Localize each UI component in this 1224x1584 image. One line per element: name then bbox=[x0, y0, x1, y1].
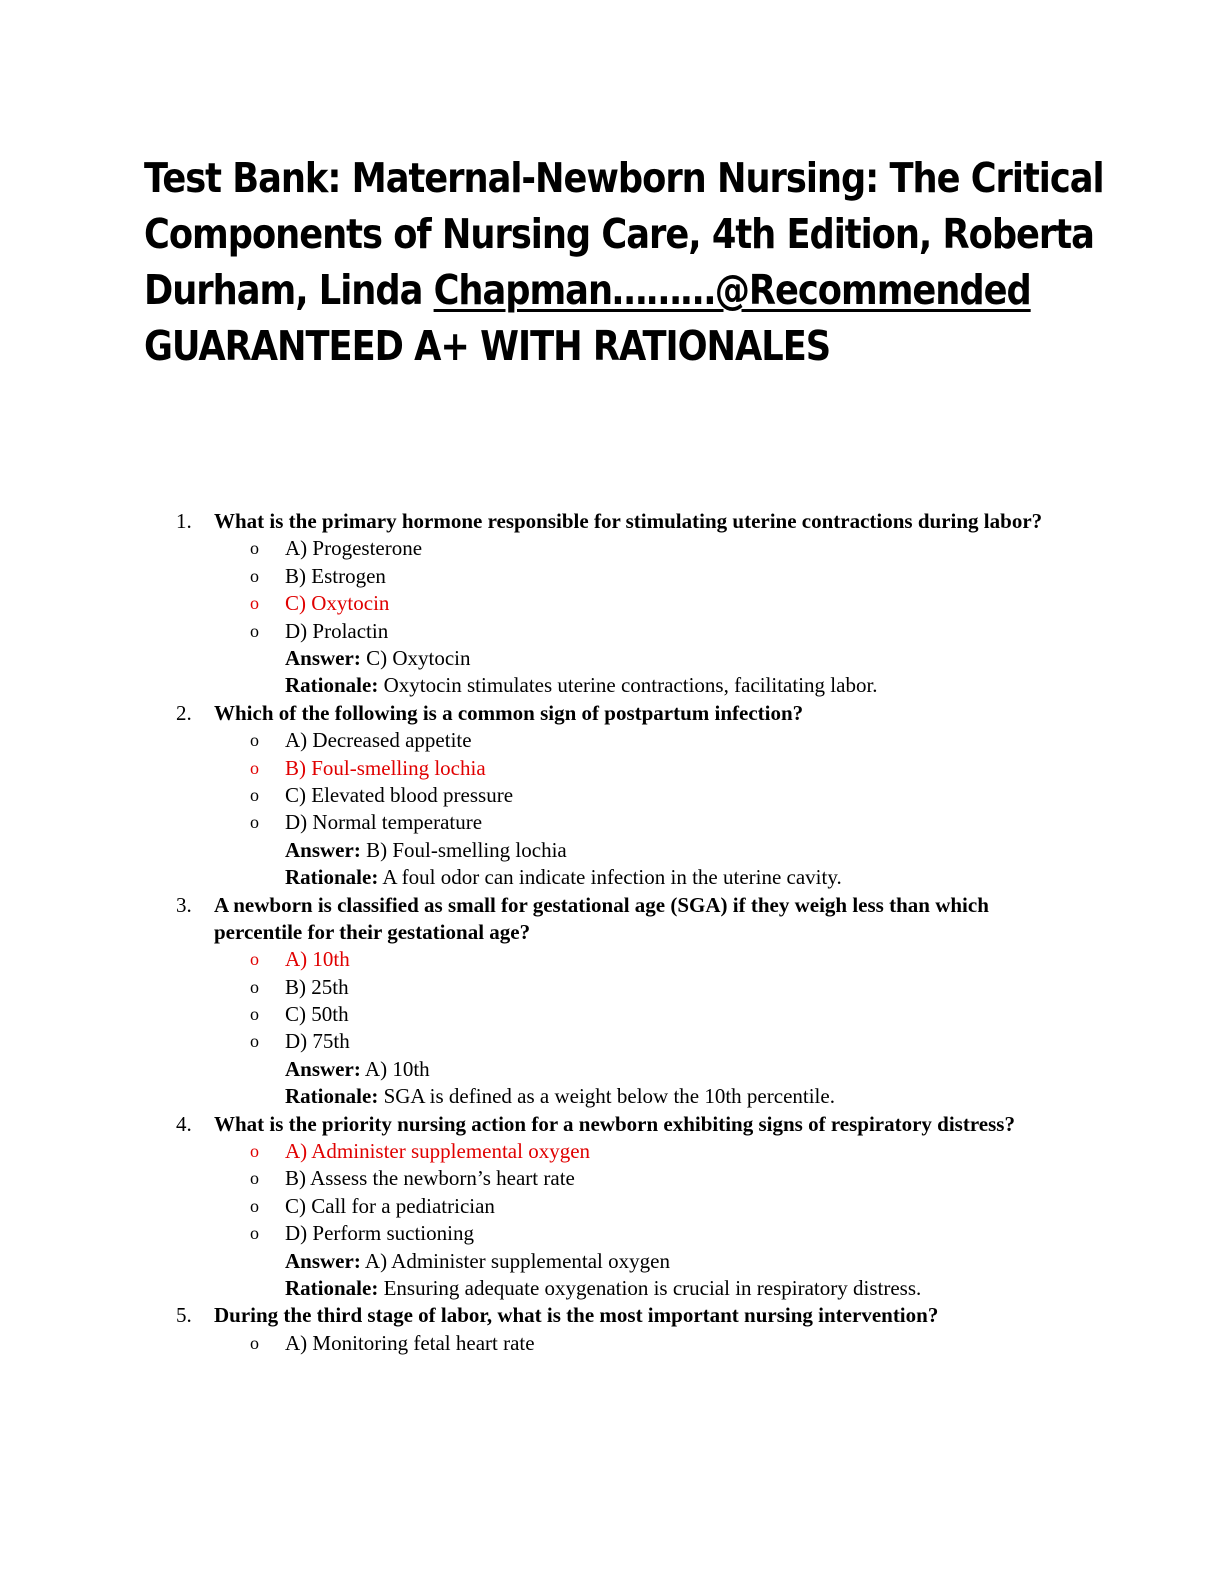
option-text: B) Estrogen bbox=[285, 563, 386, 588]
bullet-icon: o bbox=[250, 1141, 259, 1162]
answer-option bbox=[0, 974, 1224, 1001]
rationale-value: Ensuring adequate oxygenation is crucial in respiratory distress. bbox=[383, 1276, 922, 1301]
answer-line bbox=[285, 837, 1224, 864]
answer-option-correct bbox=[0, 755, 1224, 782]
bullet-icon: o bbox=[250, 1332, 259, 1353]
bullet-icon: o bbox=[250, 1223, 259, 1244]
option-text: B) Foul-smelling lochia bbox=[285, 755, 486, 780]
rationale-line bbox=[285, 672, 1224, 699]
answer-option bbox=[0, 1193, 1224, 1220]
answer-option bbox=[0, 1001, 1224, 1028]
question-item bbox=[0, 1111, 1224, 1303]
option-text: D) Prolactin bbox=[285, 618, 389, 643]
answer-line bbox=[285, 1248, 1224, 1275]
answer-label: Answer: bbox=[285, 1056, 361, 1081]
question-list bbox=[0, 508, 1224, 1357]
option-text: D) Perform suctioning bbox=[285, 1221, 474, 1246]
option-text: B) 25th bbox=[285, 974, 349, 999]
answer-value: C) Oxytocin bbox=[366, 645, 471, 670]
option-text: A) 10th bbox=[285, 947, 350, 972]
bullet-icon: o bbox=[250, 730, 259, 751]
question-number: 4. bbox=[176, 1111, 192, 1136]
bullet-icon: o bbox=[250, 565, 259, 586]
answer-option-correct bbox=[0, 946, 1224, 973]
bullet-icon: o bbox=[250, 949, 259, 970]
answer-option bbox=[0, 1220, 1224, 1247]
title-line-3-prefix: Durham, Linda bbox=[144, 266, 434, 314]
option-text: C) Elevated blood pressure bbox=[285, 782, 514, 807]
question-item bbox=[0, 892, 1224, 1111]
title-underlined-text: Chapman………@Recommended bbox=[433, 266, 1031, 314]
title-line-3 bbox=[144, 262, 1031, 318]
answer-option-correct bbox=[0, 590, 1224, 617]
bullet-icon: o bbox=[250, 1004, 259, 1025]
answer-option-correct bbox=[0, 1138, 1224, 1165]
question-text: Which of the following is a common sign of postpartum infection? bbox=[214, 700, 804, 725]
bullet-icon: o bbox=[250, 1168, 259, 1189]
title-line-4: GUARANTEED A+ WITH RATIONALES bbox=[144, 322, 831, 370]
answer-line bbox=[285, 1056, 1224, 1083]
question-item bbox=[0, 508, 1224, 700]
rationale-value: A foul odor can indicate infection in the uterine cavity. bbox=[382, 865, 842, 890]
question-number: 3. bbox=[176, 892, 192, 917]
bullet-icon: o bbox=[250, 538, 259, 559]
option-text: C) 50th bbox=[285, 1002, 349, 1027]
question-number: 1. bbox=[176, 509, 192, 533]
title-line-2: Components of Nursing Care, 4th Edition, Roberta bbox=[144, 210, 1094, 258]
rationale-label: Rationale: bbox=[285, 1084, 379, 1109]
option-text: C) Oxytocin bbox=[285, 591, 390, 616]
bullet-icon: o bbox=[250, 1195, 259, 1216]
question-text: What is the priority nursing action for a newborn exhibiting signs of respiratory distress? bbox=[214, 1111, 1015, 1136]
answer-value: A) Administer supplemental oxygen bbox=[364, 1248, 670, 1273]
rationale-line bbox=[285, 864, 1224, 891]
question-item bbox=[0, 1302, 1224, 1357]
bullet-icon: o bbox=[250, 812, 259, 833]
answer-label: Answer: bbox=[285, 837, 361, 862]
option-text: D) 75th bbox=[285, 1029, 350, 1054]
rationale-label: Rationale: bbox=[285, 865, 379, 890]
answer-option bbox=[0, 1165, 1224, 1192]
answer-line bbox=[285, 645, 1224, 672]
option-text: A) Decreased appetite bbox=[285, 728, 472, 753]
question-number: 2. bbox=[176, 700, 192, 725]
bullet-icon: o bbox=[250, 593, 259, 614]
rationale-line bbox=[285, 1275, 1224, 1302]
answer-label: Answer: bbox=[285, 1248, 361, 1273]
rationale-value: Oxytocin stimulates uterine contractions, facilitating labor. bbox=[383, 673, 878, 698]
answer-value: B) Foul-smelling lochia bbox=[366, 837, 567, 862]
rationale-value: SGA is defined as a weight below the 10th percentile. bbox=[383, 1084, 835, 1109]
bullet-icon: o bbox=[250, 620, 259, 641]
answer-option bbox=[0, 727, 1224, 754]
answer-option bbox=[0, 563, 1224, 590]
bullet-icon: o bbox=[250, 784, 259, 805]
answer-value: A) 10th bbox=[364, 1056, 430, 1081]
document-title bbox=[144, 150, 1104, 374]
answer-label: Answer: bbox=[285, 645, 361, 670]
rationale-label: Rationale: bbox=[285, 1276, 379, 1301]
question-text: During the third stage of labor, what is the most important nursing intervention? bbox=[214, 1303, 939, 1328]
answer-option bbox=[0, 535, 1224, 562]
option-text: B) Assess the newborn’s heart rate bbox=[285, 1166, 575, 1191]
answer-option bbox=[0, 1028, 1224, 1055]
option-text: D) Normal temperature bbox=[285, 810, 483, 835]
bullet-icon: o bbox=[250, 1031, 259, 1052]
option-text: A) Progesterone bbox=[285, 536, 423, 561]
rationale-label: Rationale: bbox=[285, 673, 379, 698]
title-line-1: Test Bank: Maternal-Newborn Nursing: The Critical bbox=[144, 154, 1104, 202]
question-text: A newborn is classified as small for gestational age (SGA) if they weigh less than which percentile for their gestational age? bbox=[214, 892, 989, 944]
bullet-icon: o bbox=[250, 976, 259, 997]
question-item bbox=[0, 700, 1224, 892]
question-number: 5. bbox=[176, 1303, 192, 1328]
option-text: A) Monitoring fetal heart rate bbox=[285, 1330, 535, 1355]
answer-option bbox=[0, 618, 1224, 645]
option-text: A) Administer supplemental oxygen bbox=[285, 1139, 591, 1164]
option-text: C) Call for a pediatrician bbox=[285, 1193, 495, 1218]
answer-option bbox=[0, 1330, 1224, 1357]
question-text: What is the primary hormone responsible for stimulating uterine contractions during labor? bbox=[214, 509, 1043, 533]
rationale-line bbox=[285, 1083, 1224, 1110]
answer-option bbox=[0, 782, 1224, 809]
bullet-icon: o bbox=[250, 757, 259, 778]
answer-option bbox=[0, 809, 1224, 836]
